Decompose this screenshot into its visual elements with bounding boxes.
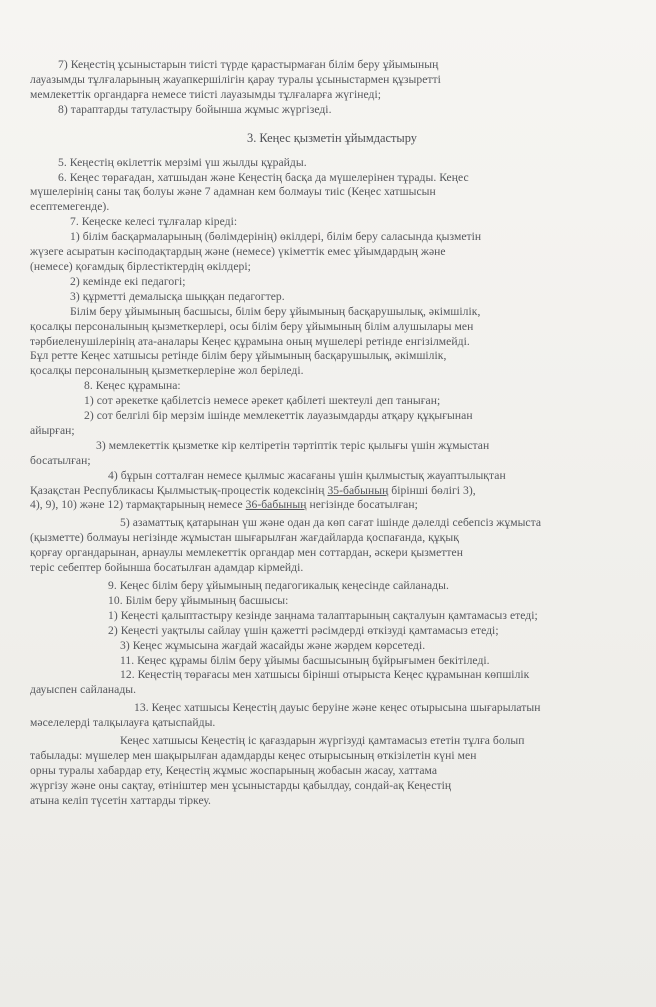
item-7-cont: лауазымды тұлғаларының жауапкершілігін қарау туралы ұсыныстармен құзыретті: [30, 72, 441, 86]
item-7-3: 3) құрметті демалысқа шыққан педагогтер.: [70, 289, 285, 303]
paragraph-7: 7. Кеңеске келесі тұлғалар кіреді:: [70, 215, 238, 229]
article-36-link[interactable]: 36-бабының: [245, 498, 307, 512]
article-35-link[interactable]: 35-бабының: [327, 483, 389, 497]
text-fragment: бірінші бөлігі 3),: [388, 483, 476, 497]
text-fragment: негізінде босатылған;: [306, 498, 418, 512]
paragraph-13: 13. Кеңес хатшысы Кеңестің дауыс беруіне және кеңес отырысына шығарылатын: [134, 701, 541, 715]
text-fragment: 4), 9), 10) және 12) тармақтарының немесе: [30, 498, 246, 512]
item-10-3: 3) Кеңес жұмысына жағдай жасайды және жәрдем көрсетеді.: [120, 638, 426, 652]
item-8-5-cont: қорғау органдарынан, арнаулы мемлекеттік органдар мен соттардан, әскери қызметтен: [30, 546, 463, 560]
paragraph-exclusion-cont: қосалқы персоналының қызметкерлеріне жол беріледі.: [30, 364, 304, 378]
item-8-2-cont: айырған;: [30, 423, 75, 437]
paragraph-6-cont: есептемегенде).: [30, 200, 110, 214]
item-7-1-cont: жүзеге асыратын кәсіподақтардың және (немесе) үкіметтік емес ұйымдардың және: [30, 245, 446, 259]
item-8-3-cont: босатылған;: [30, 453, 91, 467]
paragraph-exclusion-cont: Бұл ретте Кеңес хатшысы ретінде білім беру ұйымының басқарушылық, әкімшілік,: [30, 349, 447, 363]
paragraph-10: 10. Білім беру ұйымының басшысы:: [108, 593, 289, 607]
paragraph-12-cont: дауыспен сайланады.: [30, 683, 137, 697]
item-8-4-cont: [30, 484, 634, 499]
paragraph-11: 11. Кеңес құрамы білім беру ұйымы басшысының бұйрығымен бекітіледі.: [120, 653, 490, 667]
paragraph-8: 8. Кеңес құрамына:: [84, 379, 181, 393]
paragraph-exclusion-cont: қосалқы персоналының қызметкерлері, осы білім беру ұйымының білім алушылары мен: [30, 319, 474, 333]
paragraph-secretary-cont: табылады: мүшелер мен шақырылған адамдарды кеңес отырысының өткізілетін күні мен: [30, 748, 477, 762]
item-8-5: 5) азаматтық қатарынан үш және одан да көп сағат ішінде дәлелді себепсіз жұмыста: [120, 516, 542, 530]
item-8-5-cont: (қызметте) болмауы негізінде жұмыстан шығарылған жағдайларда қоспағанда, құқық: [30, 531, 459, 545]
paragraph-secretary: Кеңес хатшысы Кеңестің іс қағаздарын жүргізуді қамтамасыз ететін тұлға болып: [120, 734, 525, 748]
section-title: 3. Кеңес қызметін ұйымдастыру: [247, 130, 417, 145]
item-8-5-cont: теріс себептер бойынша босатылған адамдар кірмейді.: [30, 561, 304, 575]
text-fragment: Қазақстан Республикасы Қылмыстық-процестік кодексінің: [30, 483, 328, 497]
paragraph-6: 6. Кеңес төрағадан, хатшыдан және Кеңестің басқа да мүшелерінен тұрады. Кеңес: [58, 170, 469, 184]
paragraph-9: 9. Кеңес білім беру ұйымының педагогикалық кеңесінде сайланады.: [108, 579, 449, 592]
item-7-1-cont: (немесе) қоғамдық бірлестіктердің өкілдері;: [30, 259, 251, 273]
item-8-1: 1) сот әрекетке қабілетсіз немесе әрекет қабілеті шектеулі деп таныған;: [84, 394, 441, 408]
paragraph-6-cont: мүшелерінің саны тақ болуы және 7 адамнан кем болмауы тиіс (Кеңес хатшысын: [30, 185, 436, 199]
paragraph-12: 12. Кеңестің төрағасы мен хатшысы бірінші отырыста Кеңес құрамынан көпшілік: [120, 668, 530, 682]
item-7-2: 2) кемінде екі педагогі;: [70, 274, 186, 288]
paragraph-5: 5. Кеңестің өкілеттік мерзімі үш жылды құрайды.: [58, 155, 307, 169]
item-7-cont: мемлекеттік органдарға немесе тиісті лауазымды тұлғаларға жүгінеді;: [30, 87, 382, 101]
item-8-3: 3) мемлекеттік қызметке кір келтіретін тәртіптік теріс қылығы үшін жұмыстан: [96, 438, 490, 452]
item-8-4: 4) бұрын сотталған немесе қылмыс жасағаны үшін қылмыстық жауаптылықтан: [108, 468, 506, 482]
paragraph-secretary-cont: атына келіп түсетін хаттарды тіркеу.: [30, 793, 211, 807]
paragraph-secretary-cont: орны туралы хабардар ету, Кеңестің жұмыс жоспарының жобасын жасау, хаттама: [30, 763, 438, 777]
item-10-2: 2) Кеңесті уақтылы сайлау үшін қажетті рәсімдерді өткізуді қамтамасыз етеді;: [108, 623, 499, 637]
paragraph-13-cont: мәселелерді талқылауға қатыспайды.: [30, 716, 216, 730]
item-10-1: 1) Кеңесті қалыптастыру кезінде заңнама талаптарының сақталуын қамтамасыз етеді;: [108, 608, 538, 622]
paragraph-exclusion-cont: тәрбиеленушілерінің ата-аналары Кеңес құрамына оның мүшелері ретінде енгізілмейді.: [30, 334, 470, 348]
item-8-2: 2) сот белгілі бір мерзім ішінде мемлекеттік лауазымдарды атқару құқығынан: [84, 409, 473, 423]
item-8-4-cont: [30, 498, 634, 513]
item-7: 7) Кеңестің ұсыныстарын тиісті түрде қарастырмаған білім беру ұйымының: [58, 58, 439, 71]
item-7-1: 1) білім басқармаларының (бөлімдерінің) өкілдері, білім беру саласында қызметін: [70, 230, 482, 244]
item-8: 8) тараптарды татуластыру бойынша жұмыс жүргізеді.: [58, 102, 332, 116]
paragraph-secretary-cont: жүргізу және оны сақтау, өтініштер мен ұсыныстарды қабылдау, сондай-ақ Кеңестің: [30, 778, 452, 792]
paragraph-exclusion: Білім беру ұйымының басшысы, білім беру ұйымының басқарушылық, әкімшілік,: [70, 304, 481, 318]
